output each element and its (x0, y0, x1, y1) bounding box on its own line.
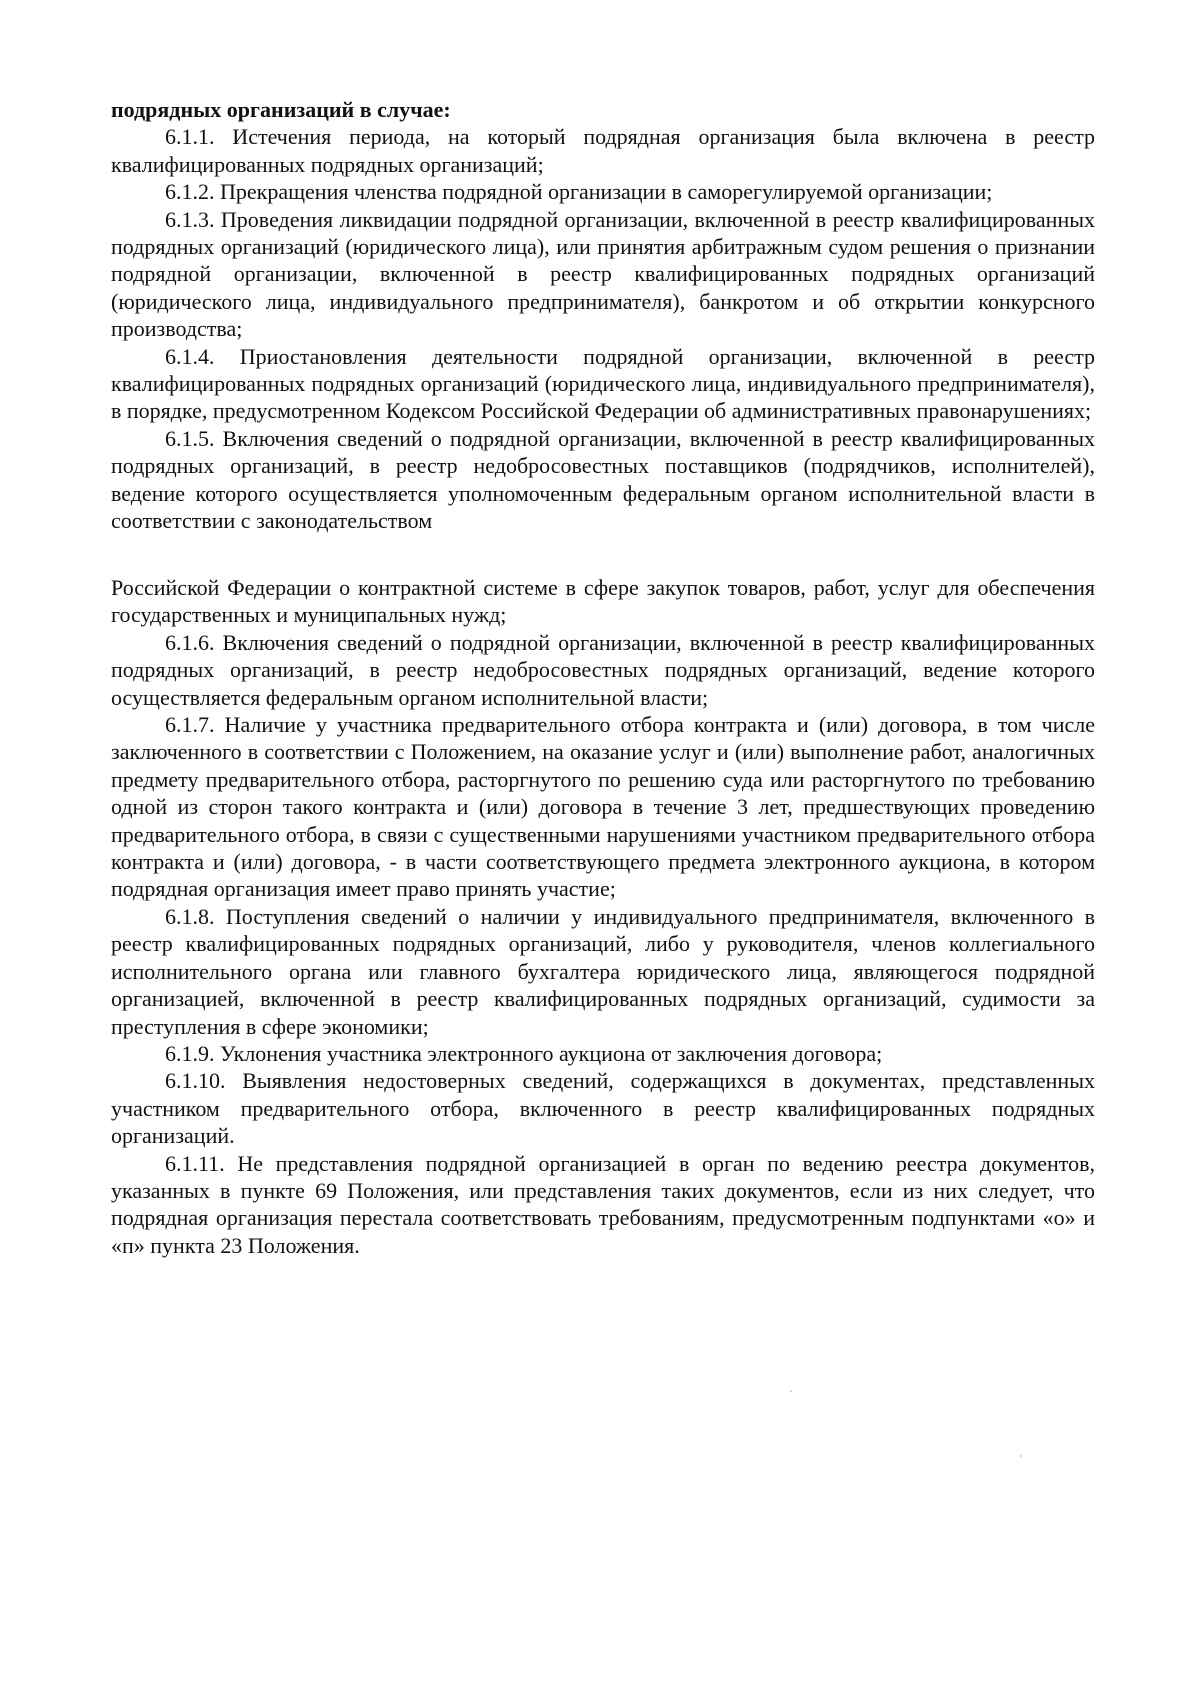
section-heading: подрядных организаций в случае: (111, 97, 451, 122)
clause-6-1-9: 6.1.9. Уклонения участника электронного аукциона от заключения договора; (165, 1040, 883, 1066)
clause-6-1-5-part1: 6.1.5. Включения сведений о подрядной организации, включенной в реестр квалифицированных подрядных организаций, в реестр недобросовестных поставщиков (подрядчиков, исполнителей), ведение которого осуществляется уполномоченным федеральным органом исполнительной власти в соответствии с законодательством (111, 425, 1095, 534)
clause-6-1-10: 6.1.10. Выявления недостоверных сведений, содержащихся в документах, представленных участником предварительного отбора, включенного в реестр квалифицированных подрядных организаций. (111, 1068, 1095, 1149)
clause-6-1-4: 6.1.4. Приостановления деятельности подрядной организации, включенной в реестр квалифицированных подрядных организаций (юридического лица, индивидуального предпринимателя), в порядке, предусмотренном Кодексом Российской Федерации об административных правонарушениях; (111, 343, 1095, 424)
clause-6-1-6: 6.1.6. Включения сведений о подрядной организации, включенной в реестр квалифицированных подрядных организаций, в реестр недобросовестных подрядных организаций, ведение которого осуществляется федеральным органом исполнительной власти; (111, 629, 1095, 710)
clause-6-1-1: 6.1.1. Истечения периода, на который подрядная организация была включена в реестр квалифицированных подрядных организаций; (111, 124, 1095, 177)
document-body-bottom (111, 574, 1095, 1259)
document-body-top (111, 96, 1095, 535)
clause-6-1-11: 6.1.11. Не представления подрядной организацией в орган по ведению реестра документов, указанных в пункте 69 Положения, или представления таких документов, если из них следует, что подрядная организация перестала соответствовать требованиям, предусмотренным подпунктами «о» и «п» пункта 23 Положения. (111, 1150, 1095, 1258)
scan-speck (790, 1390, 792, 1392)
scan-speck (1020, 1455, 1022, 1457)
clause-6-1-3: 6.1.3. Проведения ликвидации подрядной организации, включенной в реестр квалифицированных подрядных организаций (юридического лица), или принятия арбитражным судом решения о признании подрядной организации, включенной в реестр квалифицированных подрядных организаций (юридического лица, индивидуального предпринимателя), банкротом и об открытии конкурсного производства; (111, 206, 1095, 342)
clause-6-1-7: 6.1.7. Наличие у участника предварительного отбора контракта и (или) договора, в том числе заключенного в соответствии с Положением, на оказание услуг и (или) выполнение работ, аналогичных предмету предварительного отбора, расторгнутого по решению суда или расторгнутого по требованию одной из сторон такого контракта и (или) договора в течение 3 лет, предшествующих проведению предварительного отбора, в связи с существенными нарушениями участником предварительного отбора контракта и (или) договора, - в части соответствующего предмета электронного аукциона, в котором подрядная организация имеет право принять участие; (111, 712, 1095, 902)
clause-6-1-5-part2: Российской Федерации о контрактной системе в сфере закупок товаров, работ, услуг для обеспечения государственных и муниципальных нужд; (111, 575, 1095, 628)
clause-6-1-2: 6.1.2. Прекращения членства подрядной организации в саморегулируемой организации; (165, 179, 993, 205)
clause-6-1-8: 6.1.8. Поступления сведений о наличии у индивидуального предпринимателя, включенного в реестр квалифицированных подрядных организаций, либо у руководителя, членов коллегиального исполнительного органа или главного бухгалтера юридического лица, являющегося подрядной организацией, включенной в реестр квалифицированных подрядных организаций, судимости за преступления в сфере экономики; (111, 903, 1095, 1039)
